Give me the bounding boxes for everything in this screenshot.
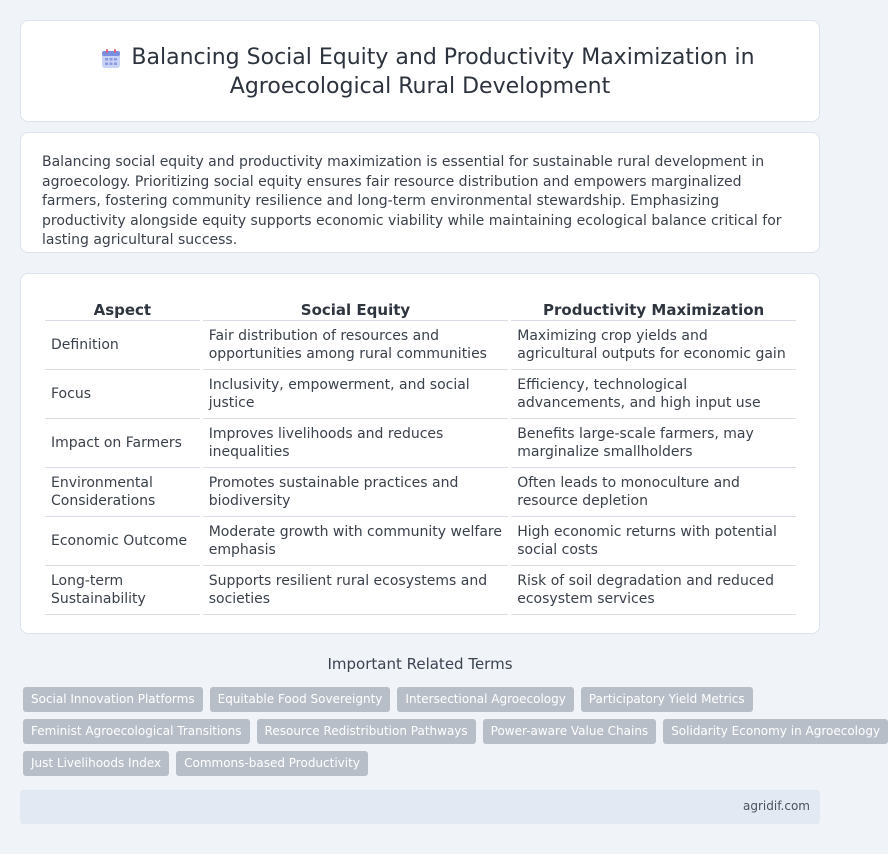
row-aspect: Focus: [45, 370, 200, 419]
row-social-equity: Improves livelihoods and reduces inequalities: [203, 419, 509, 468]
page-title: [21, 43, 819, 101]
tag-intersectional-agroecology[interactable]: Intersectional Agroecology: [397, 687, 573, 712]
row-productivity: Risk of soil degradation and reduced ecosystem services: [511, 566, 796, 615]
tag-commons-based-productivity[interactable]: Commons-based Productivity: [176, 751, 368, 776]
row-productivity: High economic returns with potential social costs: [511, 517, 796, 566]
row-productivity: Maximizing crop yields and agricultural outputs for economic gain: [511, 321, 796, 370]
row-social-equity: Promotes sustainable practices and biodiversity: [203, 468, 509, 517]
header-aspect: Aspect: [45, 294, 200, 321]
tag-just-livelihoods-index[interactable]: Just Livelihoods Index: [23, 751, 169, 776]
table-header-row: [45, 294, 796, 321]
title-card: [20, 20, 820, 122]
related-terms-title: Important Related Terms: [327, 655, 513, 673]
table-row: [45, 321, 796, 370]
table-row: [45, 566, 796, 615]
tag-row: [23, 719, 881, 745]
comparison-table: [42, 294, 799, 615]
table-row: [45, 517, 796, 566]
table-row: [45, 468, 796, 517]
related-terms-list: [23, 687, 881, 783]
row-productivity: Benefits large-scale farmers, may marginalize smallholders: [511, 419, 796, 468]
table-row: [45, 370, 796, 419]
header-social-equity: Social Equity: [203, 294, 509, 321]
tag-row: [23, 687, 823, 713]
page-title-line-2: Agroecological Rural Development: [229, 74, 611, 99]
tag-resource-redistribution-pathways[interactable]: Resource Redistribution Pathways: [257, 719, 476, 744]
tag-solidarity-economy[interactable]: Solidarity Economy in Agroecology: [663, 719, 888, 744]
intro-card: [20, 132, 820, 253]
tag-social-innovation-platforms[interactable]: Social Innovation Platforms: [23, 687, 203, 712]
row-aspect: Environmental Considerations: [45, 468, 200, 517]
row-aspect: Impact on Farmers: [45, 419, 200, 468]
row-social-equity: Moderate growth with community welfare emphasis: [203, 517, 509, 566]
row-social-equity: Inclusivity, empowerment, and social justice: [203, 370, 509, 419]
comparison-card: [20, 273, 820, 634]
page-title-line-1: Balancing Social Equity and Productivity Maximization in: [131, 45, 755, 70]
row-aspect: Long-term Sustainability: [45, 566, 200, 615]
tag-row: [23, 751, 823, 777]
row-productivity: Often leads to monoculture and resource depletion: [511, 468, 796, 517]
row-productivity: Efficiency, technological advancements, and high input use: [511, 370, 796, 419]
row-aspect: Economic Outcome: [45, 517, 200, 566]
row-social-equity: Supports resilient rural ecosystems and societies: [203, 566, 509, 615]
row-social-equity: Fair distribution of resources and opportunities among rural communities: [203, 321, 509, 370]
row-aspect: Definition: [45, 321, 200, 370]
footer-site-link[interactable]: agridif.com: [743, 799, 810, 813]
footer: [20, 790, 820, 824]
tag-participatory-yield-metrics[interactable]: Participatory Yield Metrics: [581, 687, 753, 712]
table-row: [45, 419, 796, 468]
header-productivity: Productivity Maximization: [511, 294, 796, 321]
tag-feminist-agroecological-transitions[interactable]: Feminist Agroecological Transitions: [23, 719, 250, 744]
intro-paragraph: Balancing social equity and productivity maximization is essential for sustainable rural development in agroecology. Prioritizing social equity ensures fair resource distribution and empowers marginalized farmers, fostering community resilience and long-term environmental stewardship. Emphasizing productivity alongside equity supports economic viability while maintaining ecological balance critical for lasting agricultural success.: [42, 154, 782, 248]
tag-power-aware-value-chains[interactable]: Power-aware Value Chains: [483, 719, 657, 744]
tag-equitable-food-sovereignty[interactable]: Equitable Food Sovereignty: [210, 687, 391, 712]
